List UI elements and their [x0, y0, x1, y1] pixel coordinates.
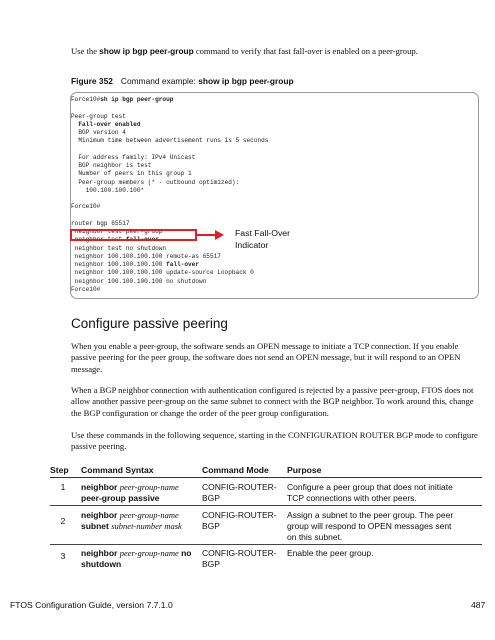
header-mode: Command Mode — [202, 465, 269, 475]
command-mode: CONFIG-ROUTER- BGP — [202, 482, 277, 503]
code-line — [71, 195, 268, 203]
intro-pre: Use the — [71, 46, 100, 56]
page-number: 487 — [471, 600, 486, 610]
intro-post: command to verify that fast fall-over is enabled on a peer-group. — [193, 46, 418, 56]
code-line — [71, 104, 268, 112]
code-line: Fall-over enabled — [78, 120, 141, 128]
code-line: Minimum time between advertisement runs is 5 seconds — [71, 137, 269, 145]
code-line: 100.100.100.100* — [71, 186, 145, 194]
row-divider — [50, 544, 482, 545]
step-number: 3 — [60, 551, 66, 561]
code-line: For address family: IPv4 Unicast — [71, 153, 196, 161]
fall-over-highlight — [70, 229, 197, 241]
code-line: Peer-group members (* - outbound optimized): — [71, 178, 240, 186]
figure-command: show ip bgp peer-group — [198, 76, 294, 86]
command-syntax: neighbor peer-group-name subnet subnet-number mask — [81, 510, 182, 531]
paragraph-2: When a BGP neighbor connection with authentication configured is rejected by a passive peer-group, FTOS does not allow another passive peer-group on the same subnet to connect with the BGP neighbor. To work around this, change the BGP configuration or change the order of the peer group configuration. — [71, 385, 474, 418]
code-line: neighbor 100.100.100.100 no shutdown — [71, 277, 207, 285]
callout-line-2: Indicator — [235, 239, 269, 250]
step-number: 1 — [60, 482, 66, 492]
code-line: neighbor 100.100.100.100 remote-as 65517 — [71, 252, 221, 260]
code-line: BGP version 4 — [71, 129, 126, 136]
header-step: Step — [50, 465, 69, 475]
purpose: Enable the peer group. — [287, 548, 374, 558]
command-syntax: neighbor peer-group-name no shutdown — [81, 548, 192, 569]
code-line: router bgp 65517 — [71, 219, 130, 227]
command-mode: CONFIG-ROUTER- BGP — [202, 548, 277, 569]
code-line: BGP neighbor is test — [71, 162, 152, 169]
paragraph-3: Use these commands in the following sequence, starting in the CONFIGURATION ROUTER BGP mode to configure passive peering. — [71, 430, 478, 452]
intro-sentence — [71, 46, 481, 57]
code-line: neighbor test fall-over — [71, 236, 159, 244]
code-line: Peer-group test — [71, 112, 126, 120]
footer-title: FTOS Configuration Guide, version 7.7.1.0 — [10, 600, 173, 610]
purpose: Assign a subnet to the peer group. The peer group will respond to OPEN messages sent on this subnet. — [287, 510, 454, 542]
code-line: Number of peers in this group 1 — [71, 170, 192, 178]
code-line: neighbor 100.100.100.100 fall-over — [71, 261, 199, 268]
figure-label: Command example: — [120, 76, 199, 86]
command-mode: CONFIG-ROUTER- BGP — [202, 510, 277, 531]
header-purpose: Purpose — [287, 465, 322, 475]
step-number: 2 — [60, 516, 66, 526]
table-header — [50, 463, 482, 478]
purpose: Configure a peer group that does not initiate TCP connections with other peers. — [287, 482, 453, 503]
intro-command: show ip bgp peer-group — [99, 46, 194, 56]
code-line: Force10# — [71, 203, 101, 211]
paragraph-1: When you enable a peer-group, the software sends an OPEN message to initiate a TCP connection. If you enable passive peering for the peer group, the software does not send an OPEN message, but it will respond to an OPEN message. — [71, 341, 461, 374]
figure-caption — [71, 76, 294, 86]
code-line — [71, 212, 268, 220]
row-divider — [50, 505, 482, 506]
callout-line-1: Fast Fall-Over — [235, 228, 291, 238]
callout-label — [235, 228, 290, 251]
code-line: neighbor 100.100.100.100 update-source Loopback 0 — [71, 269, 254, 277]
section-title: Configure passive peering — [71, 316, 228, 331]
code-line: neighbor test no shutdown — [71, 244, 167, 252]
figure-number: Figure 352 — [71, 76, 113, 86]
callout-arrow-icon — [215, 230, 224, 240]
header-syntax: Command Syntax — [81, 465, 154, 475]
code-line: neighbor test peer-group — [71, 228, 163, 235]
code-line: Force10# — [71, 285, 101, 293]
code-example — [71, 96, 268, 294]
code-line — [71, 146, 268, 154]
code-line: Force10#sh ip bgp peer-group — [71, 96, 174, 103]
command-syntax: neighbor peer-group-name peer-group passive — [81, 482, 179, 503]
